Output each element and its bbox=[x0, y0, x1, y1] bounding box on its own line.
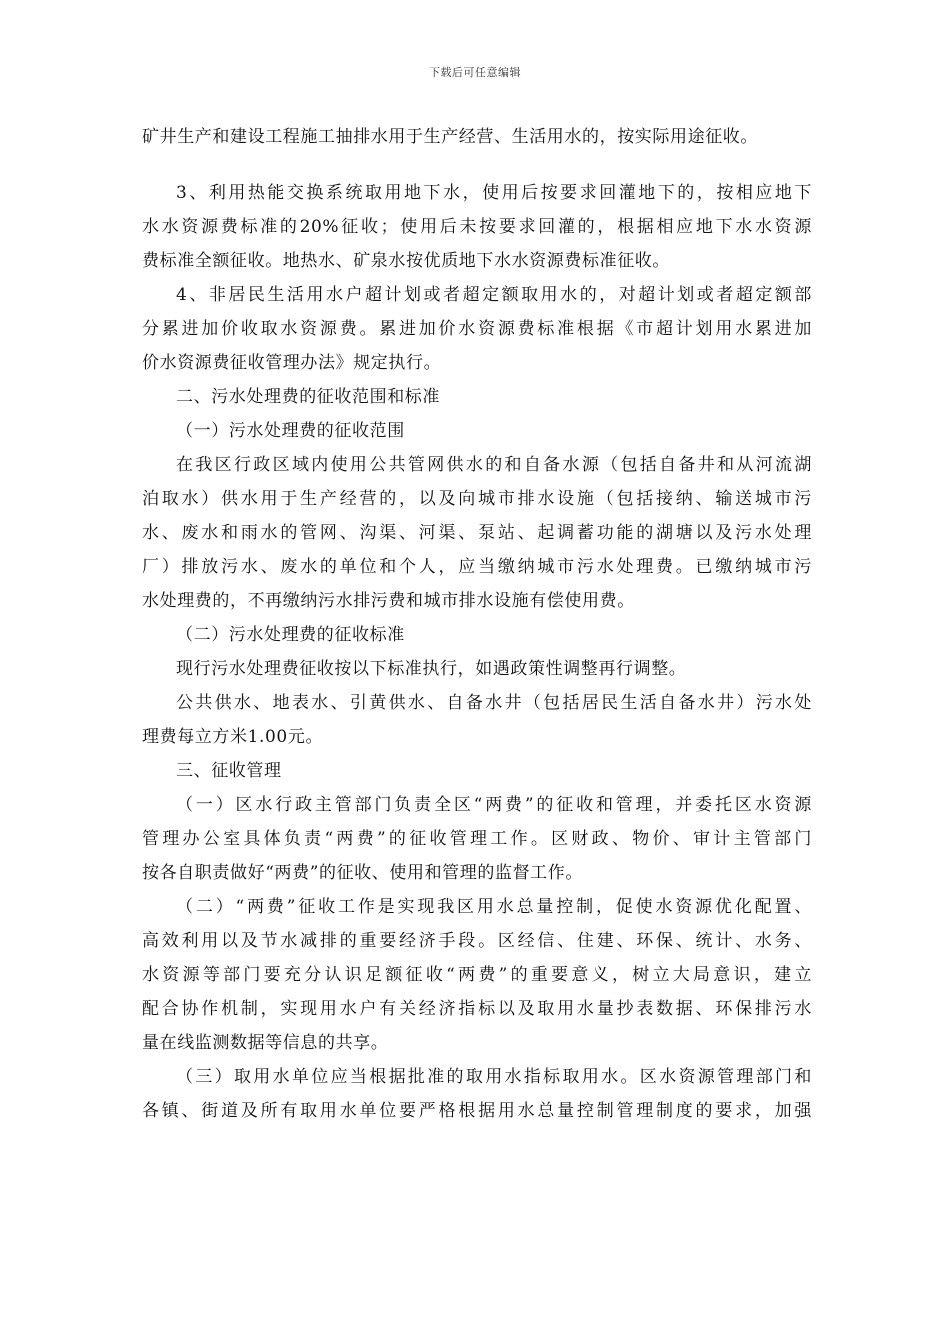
text-line: 4、非居民生活用水户超计划或者超定额取用水的，对超计划或者超定额部 bbox=[176, 285, 812, 305]
text-line: 3、利用热能交换系统取用地下水，使用后按要求回灌地下的，按相应地下 bbox=[176, 183, 812, 203]
text-line: （二）“两费”征收工作是实现我区用水总量控制，促使水资源优化配置、 bbox=[176, 897, 812, 917]
text-line: 分累进加价收取水资源费。累进加价水资源费标准根据《市超计划用水累进加 bbox=[142, 319, 812, 339]
text-line: 泊取水）供水用于生产经营的，以及向城市排水设施（包括接纳、输送城市污 bbox=[142, 489, 812, 509]
text-line: 公共供水、地表水、引黄供水、自备水井（包括居民生活自备水井）污水处 bbox=[176, 693, 812, 713]
paragraph-spacer bbox=[142, 154, 812, 176]
text-line: 水处理费的，不再缴纳污水排污费和城市排水设施有偿使用费。 bbox=[142, 591, 635, 611]
text-line: 三、征收管理 bbox=[176, 761, 282, 781]
text-line: 价水资源费征收管理办法》规定执行。 bbox=[142, 353, 442, 373]
text-line: （三）取用水单位应当根据批准的取用水指标取用水。区水资源管理部门和 bbox=[176, 1067, 812, 1087]
text-line: 现行污水处理费征收按以下标准执行，如遇政策性调整再行调整。 bbox=[176, 659, 687, 679]
text-line: 水、废水和雨水的管网、沟渠、河渠、泵站、起调蓄功能的湖塘以及污水处理 bbox=[142, 523, 812, 543]
text-line: 厂）排放污水、废水的单位和个人，应当缴纳城市污水处理费。已缴纳城市污 bbox=[142, 557, 812, 577]
text-line: 水水资源费标准的20%征收；使用后未按要求回灌的，根据相应地下水水资源 bbox=[142, 217, 812, 237]
page-header: 下载后可任意编辑 bbox=[429, 66, 521, 79]
text-line: 矿井生产和建设工程施工抽排水用于生产经营、生活用水的，按实际用途征收。 bbox=[142, 127, 758, 147]
text-line: （一）污水处理费的征收范围 bbox=[176, 421, 405, 441]
text-line: 管理办公室具体负责“两费”的征收管理工作。区财政、物价、审计主管部门 bbox=[142, 829, 812, 849]
text-line: 费标准全额征收。地热水、矿泉水按优质地下水水资源费标准征收。 bbox=[142, 251, 670, 271]
text-line: 按各自职责做好“两费”的征收、使用和管理的监督工作。 bbox=[142, 863, 583, 883]
text-line: 水资源等部门要充分认识足额征收“两费”的重要意义，树立大局意识，建立 bbox=[142, 965, 812, 985]
text-line: 各镇、街道及所有取用水单位要严格根据用水总量控制管理制度的要求，加强 bbox=[142, 1101, 812, 1121]
text-line: 理费每立方米1.00元。 bbox=[142, 727, 324, 747]
text-line: 配合协作机制，实现用水户有关经济指标以及取用水量抄表数据、环保排污水 bbox=[142, 999, 812, 1019]
text-line: 量在线监测数据等信息的共享。 bbox=[142, 1033, 389, 1053]
text-line: 二、污水处理费的征收范围和标准 bbox=[176, 387, 440, 407]
text-line: （二）污水处理费的征收标准 bbox=[176, 625, 405, 645]
text-line: （一）区水行政主管部门负责全区“两费”的征收和管理，并委托区水资源 bbox=[176, 795, 812, 815]
text-line: 在我区行政区域内使用公共管网供水的和自备水源（包括自备井和从河流湖 bbox=[176, 455, 812, 475]
text-line: 高效利用以及节水减排的重要经济手段。区经信、住建、环保、统计、水务、 bbox=[142, 931, 812, 951]
document-body bbox=[142, 120, 812, 1128]
